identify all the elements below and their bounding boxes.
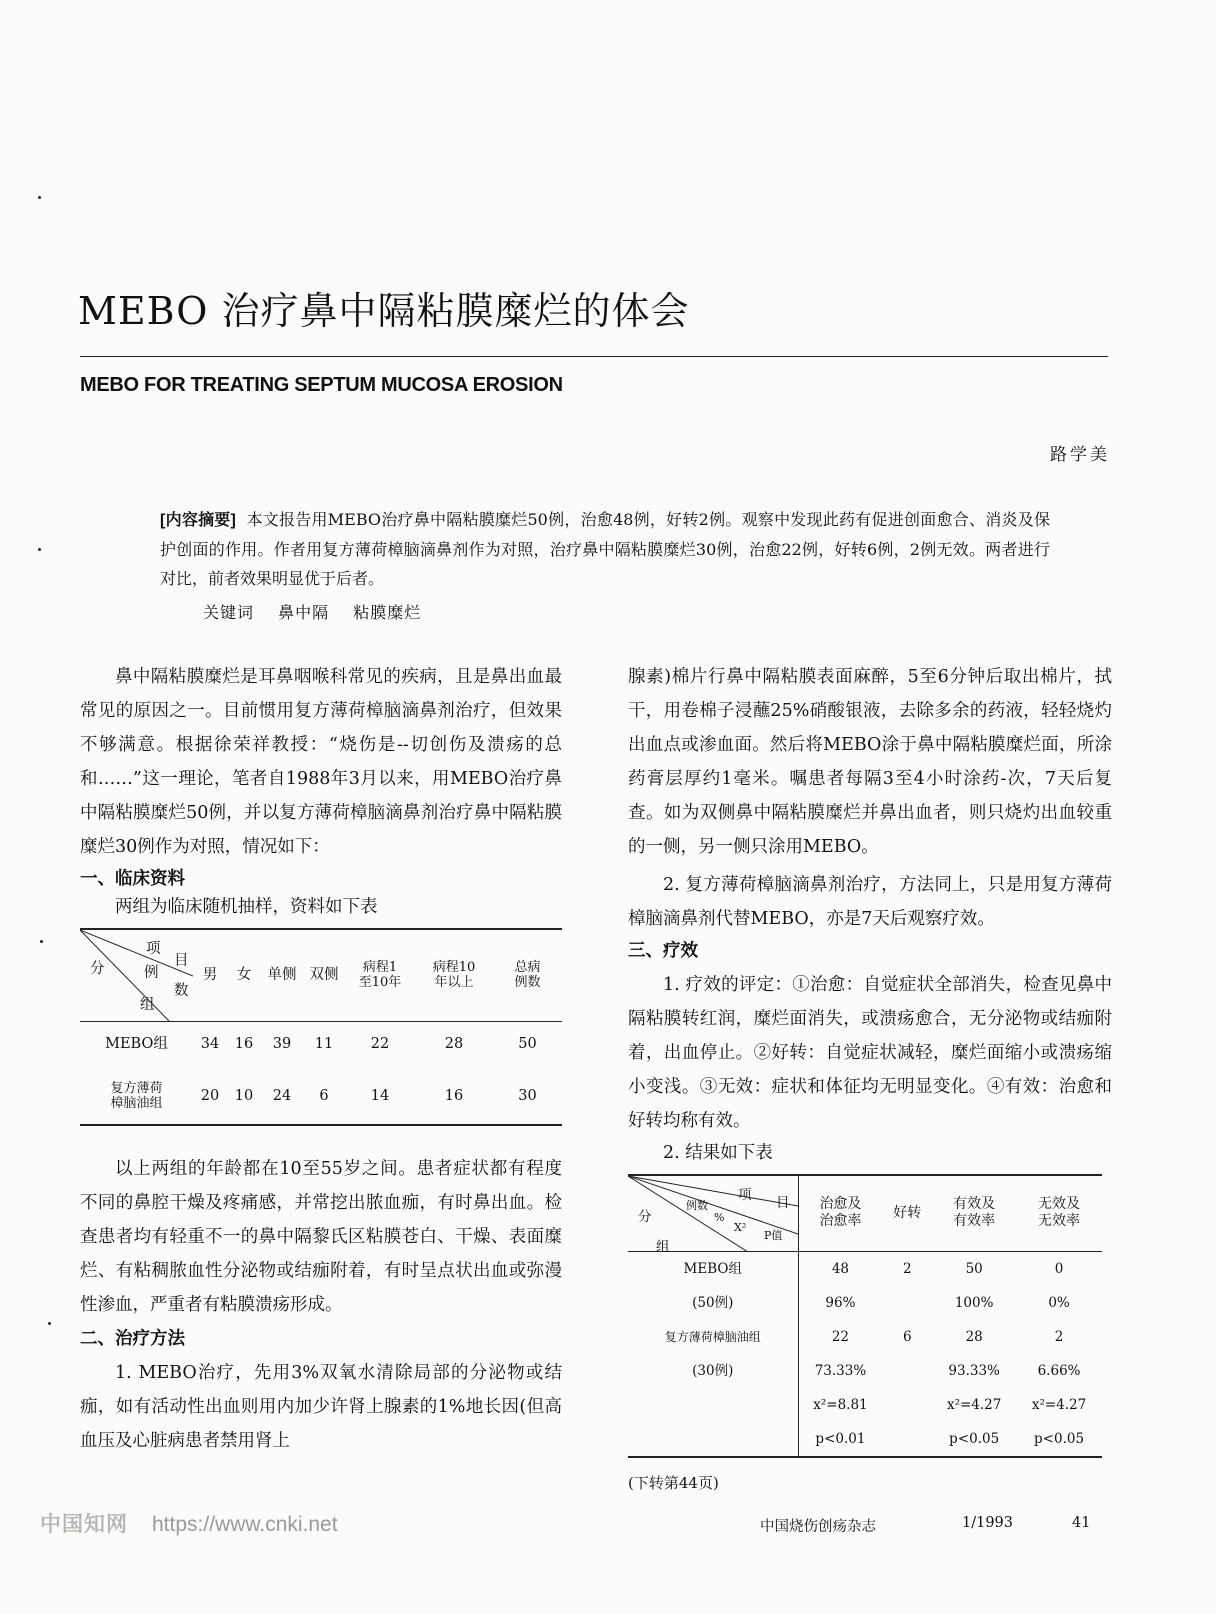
corner-mu: 目 xyxy=(776,1195,790,1211)
section-heading-efficacy: 三、疗效 xyxy=(628,940,698,960)
right-column xyxy=(628,660,1112,1494)
cnki-watermark xyxy=(40,1508,338,1538)
method2-paragraph: 2. 复方薄荷樟脑滴鼻剂治疗，方法同上，只是用复方薄荷樟脑滴鼻剂代替MEBO，亦是7天后观察疗效。 xyxy=(628,875,1112,929)
table1-cell: 16 xyxy=(444,1087,464,1104)
journal-issue: 1/1993 xyxy=(962,1515,1014,1531)
table2-cell xyxy=(882,1286,932,1320)
corner-zu: 组 xyxy=(656,1239,670,1255)
table-row xyxy=(628,1251,1102,1286)
section-heading-method: 二、治疗方法 xyxy=(80,1328,185,1348)
table2-cell: 6.66% xyxy=(1037,1362,1081,1379)
table-row xyxy=(628,1320,1102,1354)
table2-cell xyxy=(882,1388,932,1422)
scan-speck xyxy=(40,940,43,943)
table1-cell: 34 xyxy=(200,1036,220,1053)
table2-cell: x²=8.81 xyxy=(813,1396,868,1413)
table1-cell: 50 xyxy=(518,1036,537,1053)
efficacy2-paragraph: 2. 结果如下表 xyxy=(663,1143,773,1163)
intro-paragraph: 鼻中隔粘膜糜烂是耳鼻咽喉科常见的疾病，且是鼻出血最常见的原因之一。目前惯用复方薄荷樟脑滴鼻剂治疗，但效果不够满意。根据徐荣祥教授：“烧伤是--切创伤及溃疡的总和……”这一理论，笔者自1988年3月以来，用MEBO治疗鼻中隔粘膜糜烂50例，并以复方薄荷樟脑滴鼻剂治疗鼻中隔粘膜糜烂30例作为对照，情况如下： xyxy=(80,667,562,857)
corner-x2: X² xyxy=(734,1221,747,1234)
table-row xyxy=(80,1067,562,1125)
table1-header: 双侧 xyxy=(309,967,339,984)
table1-header: 病程10 年以上 xyxy=(432,960,476,991)
table1-group: 复方薄荷 樟脑油组 xyxy=(110,1080,163,1111)
scan-speck xyxy=(38,196,41,199)
author: 路学美 xyxy=(1050,445,1110,465)
section1-text: 两组为临床随机抽样，资料如下表 xyxy=(115,897,378,917)
table2-cell: x²=4.27 xyxy=(946,1396,1002,1413)
title-rule xyxy=(80,356,1108,357)
keyword-item: 粘膜糜烂 xyxy=(353,603,422,622)
table2-cell: 6 xyxy=(903,1328,912,1345)
table1-cell: 11 xyxy=(314,1036,334,1053)
method1-paragraph: 1. MEBO治疗，先用3%双氧水清除局部的分泌物或结痂，如有活动性出血则用内加少许肾上腺素的1%地长因(但高血压及心脏病患者禁用肾上 xyxy=(80,1363,562,1451)
table1-header: 总病 例数 xyxy=(514,960,541,991)
table1-group: MEBO组 xyxy=(105,1036,168,1053)
scan-speck xyxy=(38,548,41,551)
table-row xyxy=(628,1354,1102,1388)
table1-header: 男 xyxy=(202,967,218,984)
table2-cell: x²=4.27 xyxy=(1031,1396,1087,1413)
table1-cell: 24 xyxy=(272,1087,292,1104)
after-table1-paragraph: 以上两组的年龄都在10至55岁之间。患者症状都有程度不同的鼻腔干燥及疼痛感，并常挖出脓血痂，有时鼻出血。检查患者均有轻重不一的鼻中隔黎氏区粘膜苍白、干燥、表面糜烂、有粘稠脓血性分泌物或结痂附着，有时呈点状出血或弥漫性渗血，严重者有粘膜溃疡形成。 xyxy=(80,1159,562,1315)
table2-cell: 73.33% xyxy=(814,1362,867,1379)
table2-cell: p<0.01 xyxy=(815,1430,866,1447)
article-title: MEBO 治疗鼻中隔粘膜糜烂的体会 xyxy=(78,289,690,333)
abstract-text: 本文报告用MEBO治疗鼻中隔粘膜糜烂50例，治愈48例，好转2例。观察中发现此药有促进创面愈合、消炎及保护创面的作用。作者用复方薄荷樟脑滴鼻剂作为对照，治疗鼻中隔粘膜糜烂30例，治愈22例，好转6例，2例无效。两者进行对比，前者效果明显优于后者。 xyxy=(160,510,1050,588)
table2-cell: 2 xyxy=(903,1260,912,1277)
table2-cell: 22 xyxy=(831,1328,850,1345)
table1-cell: 39 xyxy=(272,1036,292,1053)
table2-cell: 0 xyxy=(1054,1260,1064,1277)
scan-speck xyxy=(48,1322,51,1325)
table1-header: 单侧 xyxy=(267,967,297,984)
corner-zu: 组 xyxy=(140,997,155,1013)
cnki-url[interactable]: https://www.cnki.net xyxy=(152,1513,338,1536)
corner-fen: 分 xyxy=(90,961,105,977)
table1-cell: 22 xyxy=(370,1036,390,1053)
keyword-item: 鼻中隔 xyxy=(278,603,330,622)
table1-corner xyxy=(80,929,193,1021)
table-row xyxy=(628,1422,1102,1457)
table1-header: 女 xyxy=(236,967,252,984)
table1-header: 病程1 至10年 xyxy=(358,960,402,991)
corner-p: P值 xyxy=(764,1229,783,1242)
table1-cell: 10 xyxy=(234,1087,254,1104)
method1-continued: 腺素)棉片行鼻中隔粘膜表面麻醉，5至6分钟后取出棉片，拭干，用卷棉子浸蘸25%硝酸银液，去除多余的药液，轻轻烧灼出血点或渗血面。然后将MEBO涂于鼻中隔粘膜糜烂面，所涂药膏层厚约1毫米。嘱患者每隔3至4小时涂药-次，7天后复查。如为双侧鼻中隔粘膜糜烂并鼻出血者，则只烧灼出血较重的一侧，另一侧只涂用MEBO。 xyxy=(628,667,1112,857)
table2-cell: 96% xyxy=(825,1294,856,1311)
corner-fen: 分 xyxy=(638,1209,652,1225)
table2-cell: 100% xyxy=(954,1294,994,1311)
table2-group: 复方薄荷樟脑油组 xyxy=(628,1320,798,1354)
left-column xyxy=(80,660,562,1458)
efficacy1-paragraph: 1. 疗效的评定：①治愈：自觉症状全部消失，检查见鼻中隔粘膜转红润，糜烂面消失，或溃疡愈合，无分泌物或结痂附着，出血停止。②好转：自觉症状减轻，糜烂面缩小或溃疡缩小变浅。③无效：症状和体征均无明显变化。④有效：治愈和好转均称有效。 xyxy=(628,975,1112,1131)
table2-corner xyxy=(628,1175,798,1255)
table2-group: MEBO组 xyxy=(628,1251,798,1286)
table2-group: (30例) xyxy=(628,1354,798,1388)
corner-li: 例 xyxy=(144,965,159,981)
corner-pct: % xyxy=(714,1211,725,1224)
table-row xyxy=(628,1286,1102,1320)
table2-cell xyxy=(882,1354,932,1388)
keywords xyxy=(203,600,439,623)
corner-item: 项 xyxy=(738,1187,752,1203)
table1-cell: 6 xyxy=(319,1087,329,1104)
table2-group xyxy=(628,1422,798,1457)
table1-cell: 30 xyxy=(518,1087,537,1104)
page-number: 41 xyxy=(1072,1515,1091,1531)
results-table xyxy=(628,1174,1102,1458)
table1-cell: 28 xyxy=(444,1036,464,1053)
corner-shu: 数 xyxy=(174,983,189,999)
table2-cell: 93.33% xyxy=(948,1362,1000,1379)
table2-cell: 48 xyxy=(831,1260,850,1277)
english-title: MEBO FOR TREATING SEPTUM MUCOSA EROSION xyxy=(80,374,563,396)
table-row xyxy=(628,1388,1102,1422)
table2-header: 有效及 有效率 xyxy=(953,1196,996,1230)
table2-cell: p<0.05 xyxy=(1034,1430,1085,1447)
abstract xyxy=(160,505,1050,593)
table2-cell: 2 xyxy=(1054,1328,1064,1345)
table2-cell: 50 xyxy=(965,1260,983,1277)
continued-note: (下转第44页) xyxy=(628,1473,719,1492)
clinical-data-table xyxy=(80,928,562,1126)
corner-item: 项 xyxy=(146,941,161,957)
table1-cell: 14 xyxy=(370,1087,390,1104)
table2-cell: 0% xyxy=(1048,1294,1070,1311)
abstract-label: [内容摘要] xyxy=(160,512,236,529)
keywords-label: 关键词 xyxy=(203,603,255,622)
corner-lishu: 例数 xyxy=(686,1199,708,1212)
table2-header: 治愈及 治愈率 xyxy=(819,1196,862,1230)
table2-cell xyxy=(882,1422,932,1457)
table1-cell: 16 xyxy=(234,1036,254,1053)
table2-group xyxy=(628,1388,798,1422)
journal-name: 中国烧伤创疡杂志 xyxy=(760,1519,876,1535)
cnki-brand: 中国知网 xyxy=(40,1513,128,1536)
section-heading-clinical: 一、临床资料 xyxy=(80,868,185,888)
table2-cell: 28 xyxy=(965,1328,983,1345)
table2-group: (50例) xyxy=(628,1286,798,1320)
table2-cell: p<0.05 xyxy=(949,1430,1000,1447)
table-row xyxy=(80,1021,562,1067)
corner-mu: 目 xyxy=(174,953,189,969)
table2-header: 好转 xyxy=(893,1205,922,1222)
table1-cell: 20 xyxy=(200,1087,220,1104)
table2-header: 无效及 无效率 xyxy=(1038,1196,1081,1230)
